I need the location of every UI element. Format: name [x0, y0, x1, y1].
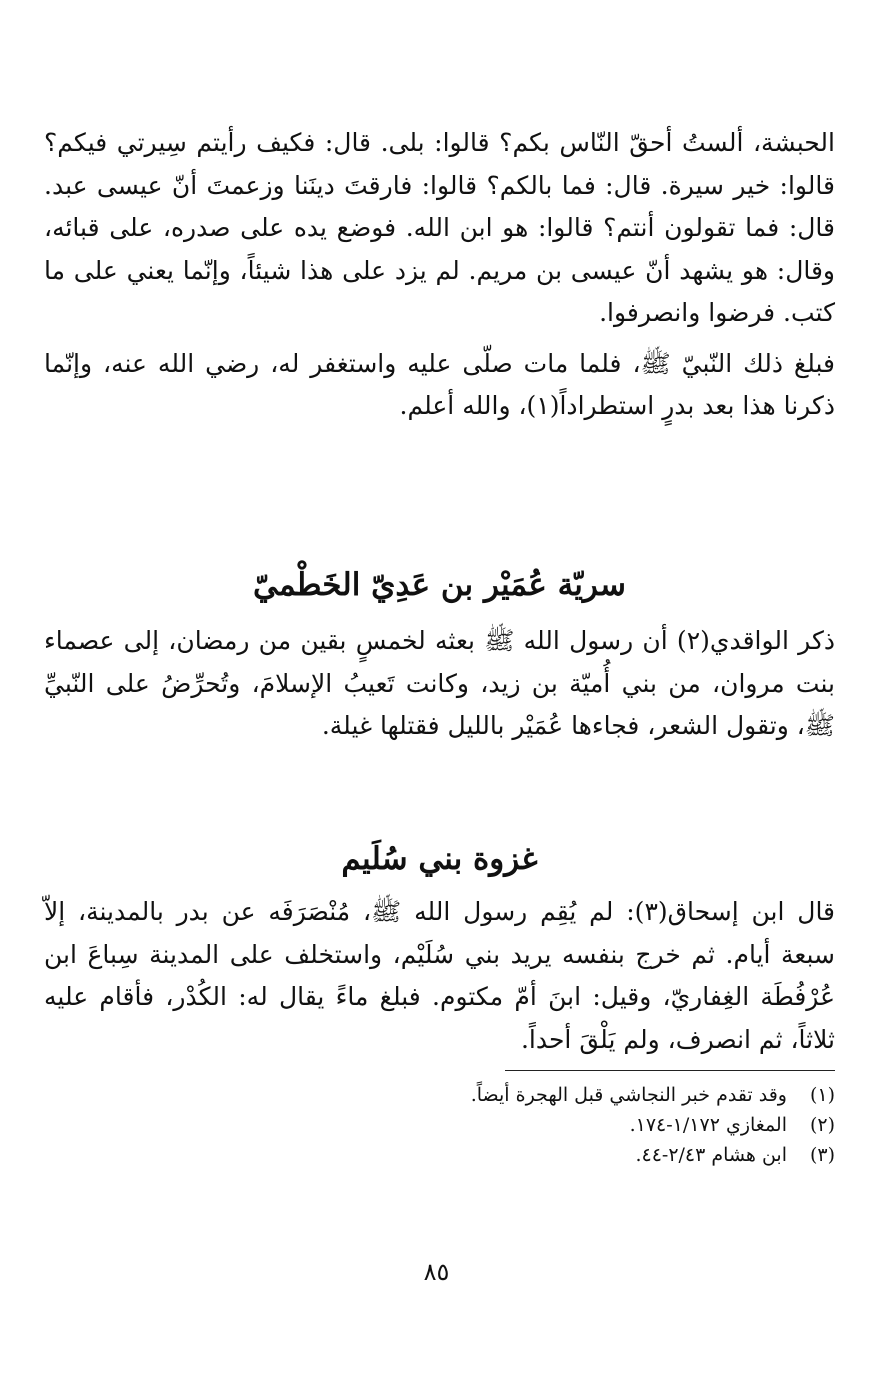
intro-paragraph-2: فبلغ ذلك النّبيّ ﷺ، فلما مات صلّى عليه واستغفر له، رضي الله عنه، وإنّما ذكرنا هذا بعد بدرٍ استطراداً(١)، والله أعلم.	[44, 348, 835, 420]
page-number: ٨٥	[423, 1258, 450, 1286]
footnote-item	[44, 1110, 835, 1140]
footnote-text: وقد تقدم خبر النجاشي قبل الهجرة أيضاً.	[470, 1084, 787, 1106]
section-heading-bani-sulaym: غزوة بني سُلَيم	[341, 840, 538, 877]
section-umayr-text	[44, 620, 835, 748]
footnote-item	[44, 1140, 835, 1170]
footnote-text: المغازي ١/١٧٢-١٧٤.	[629, 1114, 787, 1136]
footnotes	[44, 1080, 835, 1170]
intro-text	[44, 122, 835, 428]
footnote-number: (٢)	[809, 1114, 835, 1136]
footnote-divider	[505, 1070, 835, 1071]
footnote-number: (١)	[809, 1084, 835, 1106]
section-umayr-paragraph: ذكر الواقدي(٢) أن رسول الله ﷺ بعثه لخمسٍ بقين من رمضان، إلى عصماء بنت مروان، من بني أُميّة بن زيد، وكانت تَعيبُ الإسلامَ، وتُحرِّضُ على النّبيِّ ﷺ، وتقول الشعر، فجاءها عُمَيْر بالليل فقتلها غيلة.	[44, 626, 835, 740]
intro-paragraph-1: الحبشة، ألستُ أحقّ النّاس بكم؟ قالوا: بلى. قال: فكيف رأيتم سِيرتي فيكم؟ قالوا: خير سيرة. قال: فما بالكم؟ قالوا: فارقتَ دينَنا وزعمتَ أنّ عيسى عبد. قال: فما تقولون أنتم؟ قالوا: هو ابن الله. فوضع يده على صدره، على قبائه، وقال: هو يشهد أنّ عيسى بن مريم. لم يزد على هذا شيئاً، وإنّما يعني على ما كتب. فرضوا وانصرفوا.	[44, 128, 835, 327]
footnote-item	[44, 1080, 835, 1110]
footnote-number: (٣)	[809, 1144, 835, 1166]
section-bani-sulaym-text	[44, 891, 835, 1061]
section-heading-umayr: سريّة عُمَيْر بن عَدِيّ الخَطْميّ	[253, 566, 626, 603]
footnote-text: ابن هشام ٢/٤٣-٤٤.	[635, 1144, 787, 1166]
section-bani-sulaym-paragraph: قال ابن إسحاق(٣): لم يُقِم رسول الله ﷺ، مُنْصَرَفَه عن بدر بالمدينة، إلاّ سبعة أيام. ثم خرج بنفسه يريد بني سُلَيْم، واستخلف على المدينة سِباعَ ابن عُرْفُطَة الغِفاريّ، وقيل: ابنَ أمّ مكتوم. فبلغ ماءً يقال له: الكُدْر، فأقام عليه ثلاثاً، ثم انصرف، ولم يَلْقَ أحداً.	[44, 897, 836, 1054]
